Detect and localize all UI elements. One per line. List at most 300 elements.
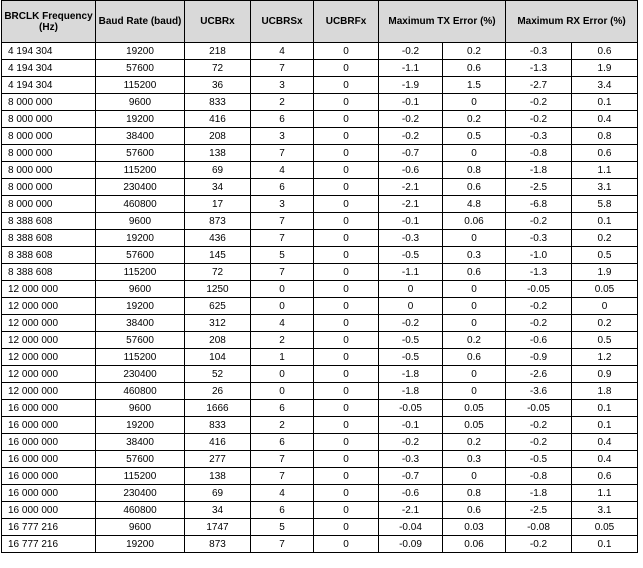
ucbrsx-cell: 3 <box>251 77 314 94</box>
baud-rate-cell: 19200 <box>96 230 185 247</box>
ucbrx-cell: 277 <box>185 451 251 468</box>
brclk-cell: 12 000 000 <box>2 332 96 349</box>
tx-error-max-cell: 0.06 <box>443 536 506 553</box>
rx-error-max-cell: 0.2 <box>572 315 638 332</box>
ucbrx-cell: 138 <box>185 468 251 485</box>
baud-rate-cell: 115200 <box>96 468 185 485</box>
rx-error-min-cell: -0.6 <box>506 332 572 349</box>
tx-error-max-cell: 0.5 <box>443 128 506 145</box>
ucbrx-cell: 312 <box>185 315 251 332</box>
rx-error-max-cell: 1.9 <box>572 264 638 281</box>
ucbrfx-cell: 0 <box>314 128 379 145</box>
rx-error-max-cell: 1.9 <box>572 60 638 77</box>
tx-error-max-cell: 0.8 <box>443 162 506 179</box>
ucbrx-cell: 208 <box>185 332 251 349</box>
ucbrfx-cell: 0 <box>314 536 379 553</box>
brclk-cell: 12 000 000 <box>2 281 96 298</box>
ucbrx-cell: 416 <box>185 434 251 451</box>
tx-error-min-cell: -0.2 <box>379 315 443 332</box>
ucbrfx-cell: 0 <box>314 230 379 247</box>
rx-error-min-cell: -0.05 <box>506 400 572 417</box>
rx-error-min-cell: -0.2 <box>506 298 572 315</box>
ucbrsx-cell: 6 <box>251 502 314 519</box>
brclk-cell: 8 000 000 <box>2 145 96 162</box>
table-row <box>2 128 638 145</box>
rx-error-min-cell: -0.3 <box>506 230 572 247</box>
table-row <box>2 400 638 417</box>
ucbrsx-cell: 7 <box>251 145 314 162</box>
brclk-cell: 8 000 000 <box>2 111 96 128</box>
tx-error-max-cell: 0.06 <box>443 213 506 230</box>
tx-error-min-cell: -0.05 <box>379 400 443 417</box>
table-row <box>2 298 638 315</box>
rx-error-max-cell: 3.4 <box>572 77 638 94</box>
rx-error-max-cell: 0.1 <box>572 400 638 417</box>
ucbrfx-cell: 0 <box>314 77 379 94</box>
ucbrsx-cell: 5 <box>251 247 314 264</box>
ucbrx-cell: 34 <box>185 502 251 519</box>
table-body <box>2 43 638 553</box>
ucbrfx-cell: 0 <box>314 434 379 451</box>
tx-error-max-cell: 0 <box>443 145 506 162</box>
tx-error-max-cell: 4.8 <box>443 196 506 213</box>
rx-error-min-cell: -1.8 <box>506 162 572 179</box>
brclk-cell: 12 000 000 <box>2 383 96 400</box>
tx-error-min-cell: -0.1 <box>379 213 443 230</box>
tx-error-max-cell: 0.2 <box>443 111 506 128</box>
tx-error-max-cell: 0 <box>443 383 506 400</box>
ucbrfx-cell: 0 <box>314 264 379 281</box>
header-max-rx-error: Maximum RX Error (%) <box>506 1 638 43</box>
rx-error-min-cell: -6.8 <box>506 196 572 213</box>
ucbrsx-cell: 2 <box>251 417 314 434</box>
ucbrfx-cell: 0 <box>314 43 379 60</box>
baud-rate-cell: 19200 <box>96 111 185 128</box>
ucbrsx-cell: 6 <box>251 434 314 451</box>
ucbrfx-cell: 0 <box>314 145 379 162</box>
tx-error-min-cell: -2.1 <box>379 179 443 196</box>
ucbrfx-cell: 0 <box>314 349 379 366</box>
rx-error-max-cell: 0.8 <box>572 128 638 145</box>
ucbrsx-cell: 1 <box>251 349 314 366</box>
baud-rate-cell: 19200 <box>96 536 185 553</box>
ucbrfx-cell: 0 <box>314 298 379 315</box>
ucbrfx-cell: 0 <box>314 332 379 349</box>
brclk-cell: 8 388 608 <box>2 247 96 264</box>
tx-error-min-cell: -0.6 <box>379 162 443 179</box>
table-row <box>2 43 638 60</box>
table-row <box>2 315 638 332</box>
table-row <box>2 213 638 230</box>
table-row <box>2 196 638 213</box>
rx-error-min-cell: -0.3 <box>506 43 572 60</box>
brclk-cell: 8 000 000 <box>2 128 96 145</box>
tx-error-max-cell: 0.6 <box>443 349 506 366</box>
brclk-cell: 4 194 304 <box>2 77 96 94</box>
baud-rate-cell: 57600 <box>96 145 185 162</box>
rx-error-max-cell: 1.1 <box>572 162 638 179</box>
table-row <box>2 111 638 128</box>
ucbrsx-cell: 2 <box>251 94 314 111</box>
ucbrx-cell: 625 <box>185 298 251 315</box>
ucbrsx-cell: 0 <box>251 383 314 400</box>
rx-error-max-cell: 3.1 <box>572 179 638 196</box>
ucbrx-cell: 145 <box>185 247 251 264</box>
ucbrfx-cell: 0 <box>314 366 379 383</box>
brclk-cell: 8 388 608 <box>2 230 96 247</box>
rx-error-max-cell: 0.9 <box>572 366 638 383</box>
tx-error-min-cell: -0.7 <box>379 145 443 162</box>
baud-rate-cell: 230400 <box>96 179 185 196</box>
tx-error-max-cell: 0 <box>443 315 506 332</box>
baud-rate-cell: 9600 <box>96 400 185 417</box>
baud-rate-cell: 19200 <box>96 417 185 434</box>
rx-error-max-cell: 0.6 <box>572 468 638 485</box>
ucbrfx-cell: 0 <box>314 315 379 332</box>
brclk-cell: 16 000 000 <box>2 417 96 434</box>
baud-rate-cell: 57600 <box>96 451 185 468</box>
brclk-cell: 12 000 000 <box>2 366 96 383</box>
rx-error-min-cell: -0.2 <box>506 417 572 434</box>
header-ucbrx: UCBRx <box>185 1 251 43</box>
tx-error-min-cell: -0.1 <box>379 94 443 111</box>
tx-error-max-cell: 0.6 <box>443 179 506 196</box>
rx-error-max-cell: 3.1 <box>572 502 638 519</box>
table-row <box>2 77 638 94</box>
header-brclk-frequency: BRCLK Frequency (Hz) <box>2 1 96 43</box>
ucbrx-cell: 72 <box>185 264 251 281</box>
tx-error-min-cell: -0.1 <box>379 417 443 434</box>
table-row <box>2 485 638 502</box>
table-row <box>2 94 638 111</box>
brclk-cell: 16 000 000 <box>2 502 96 519</box>
brclk-cell: 8 000 000 <box>2 196 96 213</box>
rx-error-max-cell: 0.5 <box>572 247 638 264</box>
baud-rate-cell: 460800 <box>96 383 185 400</box>
baud-rate-cell: 38400 <box>96 434 185 451</box>
tx-error-min-cell: -0.2 <box>379 434 443 451</box>
tx-error-min-cell: -0.2 <box>379 43 443 60</box>
ucbrsx-cell: 7 <box>251 264 314 281</box>
baud-rate-cell: 38400 <box>96 315 185 332</box>
tx-error-min-cell: -0.5 <box>379 332 443 349</box>
rx-error-min-cell: -0.2 <box>506 315 572 332</box>
rx-error-min-cell: -0.5 <box>506 451 572 468</box>
baud-rate-cell: 19200 <box>96 43 185 60</box>
tx-error-max-cell: 0 <box>443 94 506 111</box>
ucbrx-cell: 52 <box>185 366 251 383</box>
ucbrx-cell: 873 <box>185 536 251 553</box>
rx-error-max-cell: 0.1 <box>572 94 638 111</box>
ucbrx-cell: 833 <box>185 417 251 434</box>
ucbrsx-cell: 0 <box>251 366 314 383</box>
ucbrfx-cell: 0 <box>314 451 379 468</box>
tx-error-max-cell: 0 <box>443 366 506 383</box>
tx-error-max-cell: 0 <box>443 298 506 315</box>
brclk-cell: 8 000 000 <box>2 179 96 196</box>
table-row <box>2 179 638 196</box>
tx-error-max-cell: 0.2 <box>443 332 506 349</box>
rx-error-min-cell: -0.08 <box>506 519 572 536</box>
table-row <box>2 332 638 349</box>
rx-error-max-cell: 0.1 <box>572 536 638 553</box>
tx-error-min-cell: -0.3 <box>379 451 443 468</box>
tx-error-max-cell: 1.5 <box>443 77 506 94</box>
ucbrx-cell: 26 <box>185 383 251 400</box>
ucbrx-cell: 34 <box>185 179 251 196</box>
rx-error-max-cell: 0.1 <box>572 213 638 230</box>
rx-error-min-cell: -0.2 <box>506 213 572 230</box>
table-row <box>2 434 638 451</box>
ucbrsx-cell: 7 <box>251 468 314 485</box>
tx-error-min-cell: -0.5 <box>379 349 443 366</box>
rx-error-min-cell: -0.05 <box>506 281 572 298</box>
rx-error-min-cell: -0.2 <box>506 536 572 553</box>
table-row <box>2 60 638 77</box>
rx-error-min-cell: -0.9 <box>506 349 572 366</box>
ucbrfx-cell: 0 <box>314 213 379 230</box>
baud-rate-cell: 57600 <box>96 60 185 77</box>
baud-rate-cell: 9600 <box>96 94 185 111</box>
ucbrfx-cell: 0 <box>314 179 379 196</box>
ucbrfx-cell: 0 <box>314 94 379 111</box>
rx-error-max-cell: 1.2 <box>572 349 638 366</box>
ucbrx-cell: 72 <box>185 60 251 77</box>
ucbrx-cell: 1747 <box>185 519 251 536</box>
baud-rate-cell: 115200 <box>96 349 185 366</box>
baud-rate-cell: 38400 <box>96 128 185 145</box>
rx-error-min-cell: -0.2 <box>506 94 572 111</box>
table-row <box>2 264 638 281</box>
brclk-cell: 12 000 000 <box>2 349 96 366</box>
rx-error-min-cell: -0.2 <box>506 111 572 128</box>
header-ucbrfx: UCBRFx <box>314 1 379 43</box>
tx-error-max-cell: 0.05 <box>443 400 506 417</box>
brclk-cell: 16 000 000 <box>2 434 96 451</box>
brclk-cell: 4 194 304 <box>2 60 96 77</box>
ucbrx-cell: 416 <box>185 111 251 128</box>
ucbrfx-cell: 0 <box>314 400 379 417</box>
rx-error-max-cell: 0.05 <box>572 519 638 536</box>
rx-error-min-cell: -1.8 <box>506 485 572 502</box>
ucbrx-cell: 104 <box>185 349 251 366</box>
tx-error-max-cell: 0 <box>443 230 506 247</box>
ucbrx-cell: 36 <box>185 77 251 94</box>
tx-error-max-cell: 0 <box>443 281 506 298</box>
ucbrsx-cell: 7 <box>251 451 314 468</box>
table-row <box>2 536 638 553</box>
rx-error-max-cell: 1.8 <box>572 383 638 400</box>
ucbrfx-cell: 0 <box>314 417 379 434</box>
baud-rate-cell: 19200 <box>96 298 185 315</box>
table-row <box>2 145 638 162</box>
baud-rate-cell: 115200 <box>96 77 185 94</box>
table-row <box>2 247 638 264</box>
ucbrsx-cell: 7 <box>251 60 314 77</box>
ucbrsx-cell: 5 <box>251 519 314 536</box>
ucbrsx-cell: 7 <box>251 213 314 230</box>
rx-error-min-cell: -2.6 <box>506 366 572 383</box>
brclk-cell: 16 000 000 <box>2 485 96 502</box>
ucbrsx-cell: 3 <box>251 196 314 213</box>
brclk-cell: 16 777 216 <box>2 536 96 553</box>
baud-rate-cell: 460800 <box>96 502 185 519</box>
ucbrx-cell: 138 <box>185 145 251 162</box>
baud-rate-cell: 460800 <box>96 196 185 213</box>
tx-error-min-cell: -1.9 <box>379 77 443 94</box>
rx-error-max-cell: 0.6 <box>572 145 638 162</box>
table-row <box>2 230 638 247</box>
ucbrfx-cell: 0 <box>314 519 379 536</box>
tx-error-min-cell: -1.8 <box>379 366 443 383</box>
ucbrfx-cell: 0 <box>314 162 379 179</box>
table-row <box>2 162 638 179</box>
ucbrsx-cell: 0 <box>251 281 314 298</box>
rx-error-max-cell: 0.5 <box>572 332 638 349</box>
tx-error-max-cell: 0.8 <box>443 485 506 502</box>
rx-error-min-cell: -1.0 <box>506 247 572 264</box>
rx-error-max-cell: 0.4 <box>572 434 638 451</box>
ucbrfx-cell: 0 <box>314 468 379 485</box>
ucbrx-cell: 69 <box>185 485 251 502</box>
brclk-cell: 8 000 000 <box>2 162 96 179</box>
ucbrx-cell: 208 <box>185 128 251 145</box>
ucbrsx-cell: 0 <box>251 298 314 315</box>
ucbrfx-cell: 0 <box>314 502 379 519</box>
rx-error-max-cell: 0.1 <box>572 417 638 434</box>
brclk-cell: 8 000 000 <box>2 94 96 111</box>
ucbrfx-cell: 0 <box>314 111 379 128</box>
baud-rate-cell: 115200 <box>96 264 185 281</box>
tx-error-max-cell: 0.05 <box>443 417 506 434</box>
rx-error-max-cell: 1.1 <box>572 485 638 502</box>
brclk-cell: 16 000 000 <box>2 400 96 417</box>
rx-error-min-cell: -3.6 <box>506 383 572 400</box>
ucbrx-cell: 1666 <box>185 400 251 417</box>
brclk-cell: 4 194 304 <box>2 43 96 60</box>
tx-error-min-cell: 0 <box>379 298 443 315</box>
rx-error-max-cell: 0.2 <box>572 230 638 247</box>
rx-error-min-cell: -2.7 <box>506 77 572 94</box>
table-row <box>2 502 638 519</box>
tx-error-min-cell: -0.2 <box>379 111 443 128</box>
ucbrx-cell: 436 <box>185 230 251 247</box>
rx-error-max-cell: 0.05 <box>572 281 638 298</box>
table-row <box>2 417 638 434</box>
tx-error-min-cell: -1.8 <box>379 383 443 400</box>
header-ucbrsx: UCBRSx <box>251 1 314 43</box>
brclk-cell: 16 000 000 <box>2 468 96 485</box>
baud-rate-cell: 230400 <box>96 366 185 383</box>
ucbrsx-cell: 7 <box>251 230 314 247</box>
brclk-cell: 12 000 000 <box>2 298 96 315</box>
ucbrx-cell: 833 <box>185 94 251 111</box>
tx-error-max-cell: 0.6 <box>443 60 506 77</box>
ucbrfx-cell: 0 <box>314 383 379 400</box>
ucbrsx-cell: 6 <box>251 111 314 128</box>
ucbrsx-cell: 4 <box>251 43 314 60</box>
tx-error-min-cell: -0.2 <box>379 128 443 145</box>
table-row <box>2 468 638 485</box>
baud-rate-settings-table <box>1 0 638 553</box>
ucbrfx-cell: 0 <box>314 281 379 298</box>
rx-error-max-cell: 0.4 <box>572 451 638 468</box>
table-row <box>2 519 638 536</box>
rx-error-max-cell: 0.6 <box>572 43 638 60</box>
table-row <box>2 451 638 468</box>
tx-error-max-cell: 0.2 <box>443 43 506 60</box>
ucbrsx-cell: 7 <box>251 536 314 553</box>
ucbrx-cell: 69 <box>185 162 251 179</box>
brclk-cell: 8 388 608 <box>2 213 96 230</box>
ucbrsx-cell: 3 <box>251 128 314 145</box>
brclk-cell: 12 000 000 <box>2 315 96 332</box>
ucbrx-cell: 1250 <box>185 281 251 298</box>
ucbrsx-cell: 4 <box>251 162 314 179</box>
brclk-cell: 16 777 216 <box>2 519 96 536</box>
baud-rate-cell: 9600 <box>96 519 185 536</box>
ucbrx-cell: 17 <box>185 196 251 213</box>
header-baud-rate: Baud Rate (baud) <box>96 1 185 43</box>
table-row <box>2 383 638 400</box>
header-max-tx-error: Maximum TX Error (%) <box>379 1 506 43</box>
table-row <box>2 366 638 383</box>
table-row <box>2 349 638 366</box>
header-row <box>2 1 638 43</box>
rx-error-min-cell: -0.3 <box>506 128 572 145</box>
brclk-cell: 16 000 000 <box>2 451 96 468</box>
tx-error-min-cell: -0.3 <box>379 230 443 247</box>
tx-error-min-cell: -2.1 <box>379 196 443 213</box>
table-row <box>2 281 638 298</box>
tx-error-max-cell: 0.6 <box>443 264 506 281</box>
rx-error-min-cell: -1.3 <box>506 264 572 281</box>
tx-error-min-cell: -0.5 <box>379 247 443 264</box>
rx-error-min-cell: -0.8 <box>506 145 572 162</box>
tx-error-max-cell: 0.2 <box>443 434 506 451</box>
rx-error-max-cell: 0.4 <box>572 111 638 128</box>
tx-error-min-cell: -0.09 <box>379 536 443 553</box>
tx-error-max-cell: 0.3 <box>443 451 506 468</box>
baud-rate-cell: 9600 <box>96 281 185 298</box>
tx-error-max-cell: 0.3 <box>443 247 506 264</box>
tx-error-min-cell: -0.7 <box>379 468 443 485</box>
rx-error-min-cell: -2.5 <box>506 179 572 196</box>
baud-rate-cell: 9600 <box>96 213 185 230</box>
rx-error-min-cell: -0.2 <box>506 434 572 451</box>
ucbrfx-cell: 0 <box>314 60 379 77</box>
rx-error-max-cell: 0 <box>572 298 638 315</box>
rx-error-max-cell: 5.8 <box>572 196 638 213</box>
tx-error-max-cell: 0.03 <box>443 519 506 536</box>
ucbrfx-cell: 0 <box>314 247 379 264</box>
rx-error-min-cell: -0.8 <box>506 468 572 485</box>
baud-rate-cell: 57600 <box>96 332 185 349</box>
ucbrsx-cell: 4 <box>251 315 314 332</box>
rx-error-min-cell: -1.3 <box>506 60 572 77</box>
rx-error-min-cell: -2.5 <box>506 502 572 519</box>
tx-error-min-cell: -2.1 <box>379 502 443 519</box>
tx-error-min-cell: -0.04 <box>379 519 443 536</box>
brclk-cell: 8 388 608 <box>2 264 96 281</box>
baud-rate-cell: 230400 <box>96 485 185 502</box>
tx-error-min-cell: 0 <box>379 281 443 298</box>
tx-error-min-cell: -0.6 <box>379 485 443 502</box>
tx-error-max-cell: 0.6 <box>443 502 506 519</box>
ucbrsx-cell: 4 <box>251 485 314 502</box>
tx-error-min-cell: -1.1 <box>379 264 443 281</box>
baud-rate-cell: 115200 <box>96 162 185 179</box>
